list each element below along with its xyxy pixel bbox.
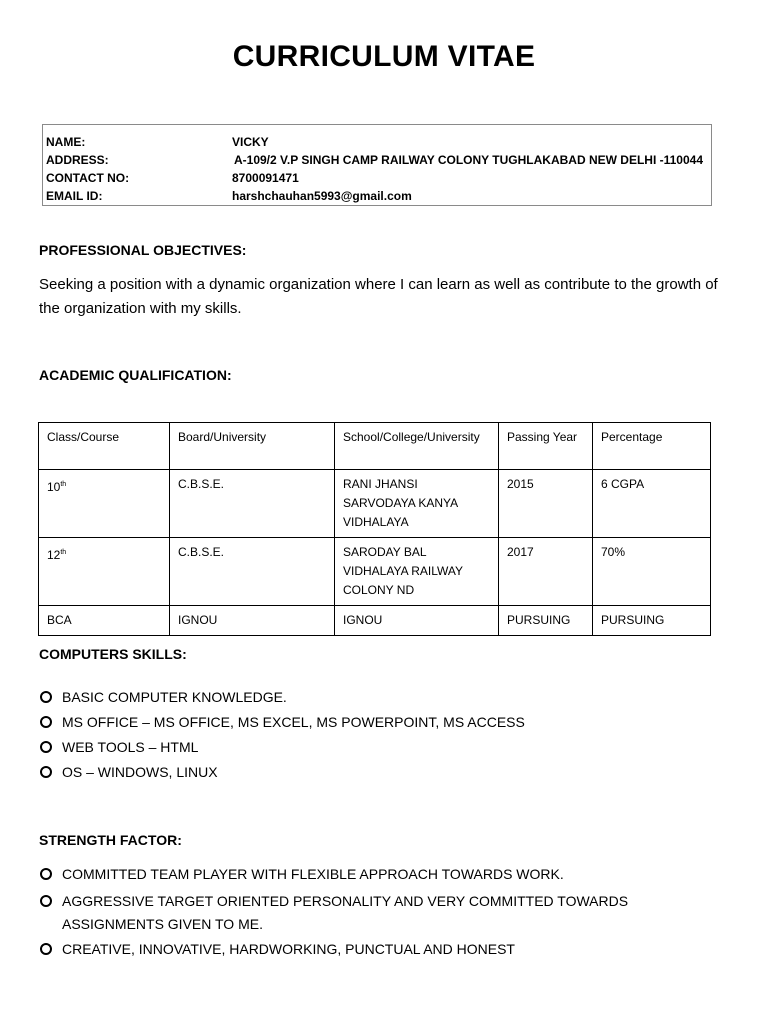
list-item: OS – WINDOWS, LINUX bbox=[39, 761, 719, 784]
list-item: CREATIVE, INNOVATIVE, HARDWORKING, PUNCTUAL AND HONEST bbox=[39, 938, 719, 961]
column-header: Class/Course bbox=[39, 423, 170, 470]
table-row bbox=[39, 606, 711, 636]
objectives-heading: PROFESSIONAL OBJECTIVES: bbox=[39, 242, 247, 258]
table-row bbox=[39, 538, 711, 606]
name-value: VICKY bbox=[232, 135, 269, 149]
column-header: School/College/University bbox=[335, 423, 499, 470]
table-cell-board: C.B.S.E. bbox=[170, 470, 335, 538]
strength-heading: STRENGTH FACTOR: bbox=[39, 832, 182, 848]
objectives-text: Seeking a position with a dynamic organization where I can learn as well as contribute to the growth of the organization with my skills. bbox=[39, 276, 718, 317]
list-item: WEB TOOLS – HTML bbox=[39, 736, 719, 759]
table-cell-percentage: 70% bbox=[593, 538, 711, 606]
computer-skills-list bbox=[39, 686, 719, 784]
table-row bbox=[39, 470, 711, 538]
name-label: NAME: bbox=[46, 135, 86, 149]
list-item: BASIC COMPUTER KNOWLEDGE. bbox=[39, 686, 719, 709]
table-cell-course: BCA bbox=[39, 606, 170, 636]
circle-bullet-icon bbox=[40, 716, 52, 728]
table-cell-course: 12th bbox=[39, 538, 170, 606]
list-item: AGGRESSIVE TARGET ORIENTED PERSONALITY AND VERY COMMITTED TOWARDS ASSIGNMENTS GIVEN TO ME. bbox=[39, 890, 719, 936]
academic-heading: ACADEMIC QUALIFICATION: bbox=[39, 367, 232, 383]
circle-bullet-icon bbox=[40, 895, 52, 907]
list-item: MS OFFICE – MS OFFICE, MS EXCEL, MS POWERPOINT, MS ACCESS bbox=[39, 711, 719, 734]
table-cell-year: 2017 bbox=[499, 538, 593, 606]
email-value: harshchauhan5993@gmail.com bbox=[232, 189, 412, 203]
circle-bullet-icon bbox=[40, 741, 52, 753]
table-cell-school: IGNOU bbox=[335, 606, 499, 636]
table-cell-board: C.B.S.E. bbox=[170, 538, 335, 606]
contact-box bbox=[42, 124, 712, 206]
computer-skills-heading: COMPUTERS SKILLS: bbox=[39, 646, 187, 662]
circle-bullet-icon bbox=[40, 868, 52, 880]
contact-no-label: CONTACT NO: bbox=[46, 171, 130, 185]
contact-no-value: 8700091471 bbox=[232, 171, 299, 185]
table-header-row bbox=[39, 423, 711, 470]
table-cell-percentage: 6 CGPA bbox=[593, 470, 711, 538]
table-cell-year: 2015 bbox=[499, 470, 593, 538]
column-header: Board/University bbox=[170, 423, 335, 470]
address-value: A-109/2 V.P SINGH CAMP RAILWAY COLONY TUGHLAKABAD NEW DELHI -110044 bbox=[234, 153, 704, 167]
table-cell-course: 10th bbox=[39, 470, 170, 538]
address-label: ADDRESS: bbox=[46, 153, 109, 167]
table-cell-board: IGNOU bbox=[170, 606, 335, 636]
table-cell-school: SARODAY BAL VIDHALAYA RAILWAY COLONY ND bbox=[335, 538, 499, 606]
column-header: Percentage bbox=[593, 423, 711, 470]
email-label: EMAIL ID: bbox=[46, 189, 103, 203]
list-item: COMMITTED TEAM PLAYER WITH FLEXIBLE APPROACH TOWARDS WORK. bbox=[39, 863, 719, 886]
table-cell-percentage: PURSUING bbox=[593, 606, 711, 636]
circle-bullet-icon bbox=[40, 766, 52, 778]
table-cell-school: RANI JHANSI SARVODAYA KANYA VIDHALAYA bbox=[335, 470, 499, 538]
academic-table bbox=[38, 422, 711, 636]
column-header: Passing Year bbox=[499, 423, 593, 470]
strength-list bbox=[39, 863, 719, 961]
circle-bullet-icon bbox=[40, 943, 52, 955]
table-cell-year: PURSUING bbox=[499, 606, 593, 636]
document-title: CURRICULUM VITAE bbox=[232, 40, 536, 73]
circle-bullet-icon bbox=[40, 691, 52, 703]
